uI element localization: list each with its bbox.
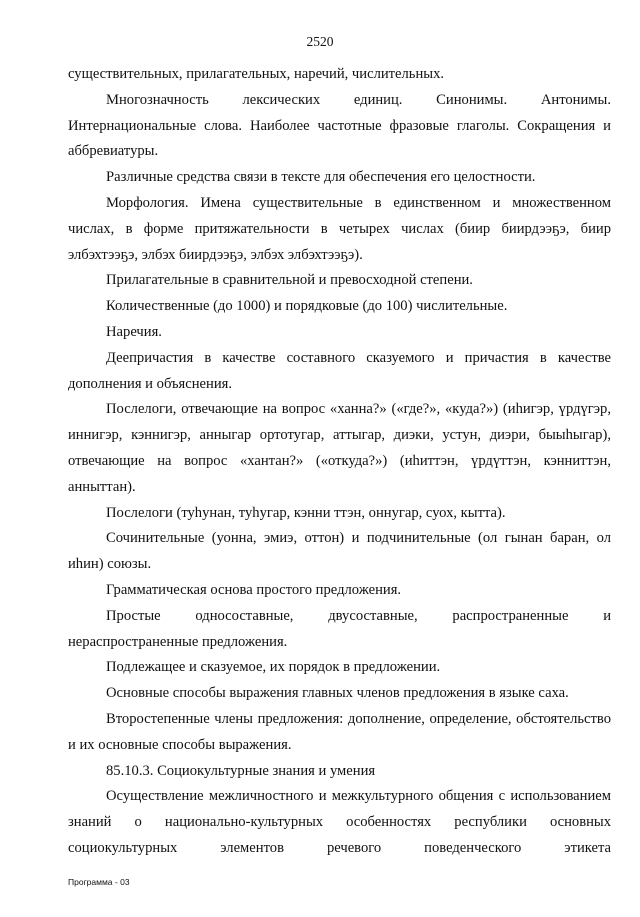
paragraph: Многозначность лексических единиц. Синонимы. Антонимы. Интернациональные слова. Наиболее частотные фразовые глаголы. Сокращения и аббревиатуры. xyxy=(68,91,611,160)
paragraph: существительных, прилагательных, наречий, числительных. xyxy=(68,66,445,82)
footer-label: Программа - 03 xyxy=(68,877,130,887)
paragraph: Второстепенные члены предложения: дополнение, определение, обстоятельство и их основные способы выражения. xyxy=(68,710,611,753)
paragraph: Простые односоставные, двусоставные, распространенные и нераспространенные предложения. xyxy=(68,607,611,650)
paragraph: Количественные (до 1000) и порядковые (до 100) числительные. xyxy=(106,298,508,315)
paragraph: Прилагательные в сравнительной и превосходной степени. xyxy=(106,272,473,289)
section-heading: 85.10.3. Социокультурные знания и умения xyxy=(106,762,376,779)
paragraph: Послелоги, отвечающие на вопрос «ханна?» («где?», «куда?») (иһигэр, үрдүгэр, иннигэр, кэннигэр, анныгар ортотугар, аттыгар, диэки, устун, диэри, быыһыгар), отвечающие на вопрос «хантан?» («откуда?») (иһиттэн, үрдүттэн, кэнниттэн, анныттан). xyxy=(68,401,611,495)
paragraph: Различные средства связи в тексте для обеспечения его целостности. xyxy=(106,169,536,186)
paragraph: Подлежащее и сказуемое, их порядок в предложении. xyxy=(106,659,441,676)
paragraph: Осуществление межличностного и межкультурного общения с использованием знаний о национально-культурных особенностях республики основных социокультурных элементов речевого поведенческого этикета xyxy=(68,788,611,856)
paragraph: Морфология. Имена существительные в единственном и множественном числах, в форме притяжательности в четырех числах (биир биирдээҕэ, биир элбэхтээҕэ, элбэх биирдээҕэ, элбэх элбэхтээҕэ). xyxy=(68,194,611,263)
body-text xyxy=(68,62,611,862)
paragraph: Грамматическая основа простого предложения. xyxy=(106,581,402,598)
paragraph: Деепричастия в качестве составного сказуемого и причастия в качестве дополнения и объяснения. xyxy=(68,349,611,392)
paragraph: Послелоги (туһунан, туһугар, кэнни ттэн, оннугар, суох, кытта). xyxy=(106,504,506,521)
paragraph: Наречия. xyxy=(106,323,162,340)
page-number: 2520 xyxy=(306,34,334,49)
paragraph: Основные способы выражения главных членов предложения в языке саха. xyxy=(106,685,569,702)
paragraph: Сочинительные (уонна, эмиэ, оттон) и подчинительные (ол гынан баран, ол иһин) союзы. xyxy=(68,530,611,573)
